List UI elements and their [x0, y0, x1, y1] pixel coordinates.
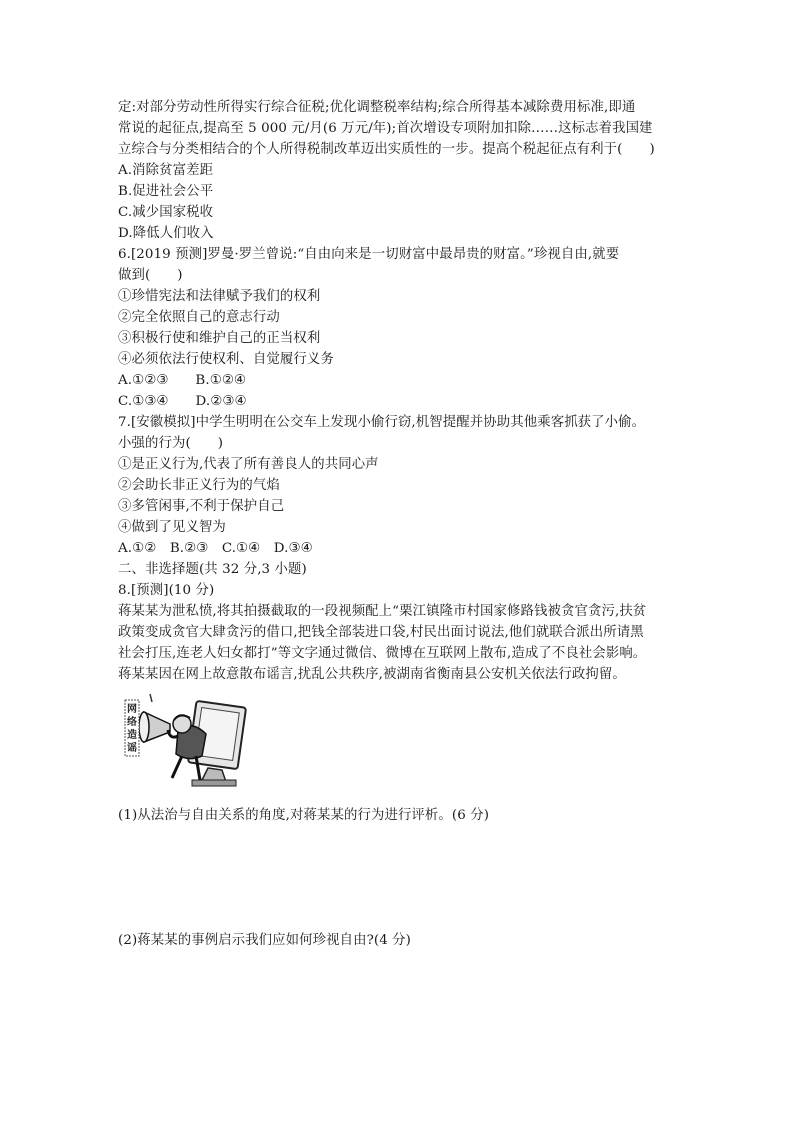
q7-item-3: ③多管闲事,不利于保护自己 — [118, 499, 285, 514]
q5-stem-line-3: 立综合与分类相结合的个人所得税制改革迈出实质性的一步。提高个税起征点有利于( ) — [118, 142, 655, 157]
q7-item-4: ④做到了见义智为 — [118, 520, 226, 535]
q7-item-2: ②会助长非正义行为的气焰 — [118, 478, 280, 493]
q8-sub-question-2: (2)蒋某某的事例启示我们应如何珍视自由?(4 分) — [118, 933, 412, 948]
q7-item-1: ①是正义行为,代表了所有善良人的共同心声 — [118, 457, 379, 472]
cartoon-caption-char-1: 网 — [127, 704, 137, 715]
q5-option-c: C.减少国家税收 — [118, 205, 214, 220]
q8-material-line-1: 蒋某某为泄私愤,将其拍摄截取的一段视频配上“栗江镇隆市村国家修路钱被贪官贪污,扶贫 — [118, 604, 647, 619]
q6-options-line-1: A.①②③ B.①②④ — [118, 373, 247, 388]
q7-options: A.①② B.②③ C.①④ D.③④ — [118, 541, 313, 556]
q5-option-b: B.促进社会公平 — [118, 184, 214, 199]
q8-sub-question-1: (1)从法治与自由关系的角度,对蒋某某的行为进行评析。(6 分) — [118, 808, 490, 823]
section2-title: 二、非选择题(共 32 分,3 小题) — [118, 562, 307, 577]
q6-stem-line-2: 做到( ) — [118, 268, 183, 283]
cartoon-caption — [122, 690, 123, 691]
q6-stem-line-1: 6.[2019 预测]罗曼·罗兰曾说:“自由向来是一切财富中最昂贵的财富。”珍视自由,就要 — [118, 247, 620, 262]
q6-item-4: ④必须依法行使权利、自觉履行义务 — [118, 352, 334, 367]
cartoon-caption-char-4: 谣 — [127, 743, 137, 754]
q5-stem-line-2: 常说的起征点,提高至 5 000 元/月(6 万元/年);首次增设专项附加扣除……这标志着我国建 — [118, 121, 653, 136]
cartoon-caption-char-3: 造 — [127, 730, 137, 741]
q8-material-line-4: 蒋某某因在网上故意散布谣言,扰乱公共秩序,被湖南省衡南县公安机关依法行政拘留。 — [118, 667, 626, 682]
q8-header: 8.[预测](10 分) — [118, 583, 215, 598]
q7-stem-line-2: 小强的行为( ) — [118, 436, 224, 451]
q7-stem-line-1: 7.[安徽模拟]中学生明明在公交车上发现小偷行窃,机智提醒并协助其他乘客抓获了小偷。 — [118, 415, 646, 430]
rumor-cartoon-illustration — [122, 690, 252, 798]
q5-option-a: A.消除贫富差距 — [118, 163, 214, 178]
q6-item-1: ①珍惜宪法和法律赋予我们的权利 — [118, 289, 321, 304]
q6-item-2: ②完全依照自己的意志行动 — [118, 310, 280, 325]
cartoon-caption-char-2: 络 — [127, 717, 137, 728]
q5-stem-line-1: 定:对部分劳动性所得实行综合征税;优化调整税率结构;综合所得基本减除费用标准,即通 — [118, 100, 636, 115]
q8-material-line-2: 政策变成贪官大肆贪污的借口,把钱全部装进口袋,村民出面讨说法,他们就联合派出所请黑 — [118, 625, 644, 640]
q5-option-d: D.降低人们收入 — [118, 226, 214, 241]
q6-options-line-2: C.①③④ D.②③④ — [118, 394, 247, 409]
q6-item-3: ③积极行使和维护自己的正当权利 — [118, 331, 321, 346]
q8-material-line-3: 社会打压,连老人妇女都打”等文字通过微信、微博在互联网上散布,造成了不良社会影响。 — [118, 646, 647, 661]
